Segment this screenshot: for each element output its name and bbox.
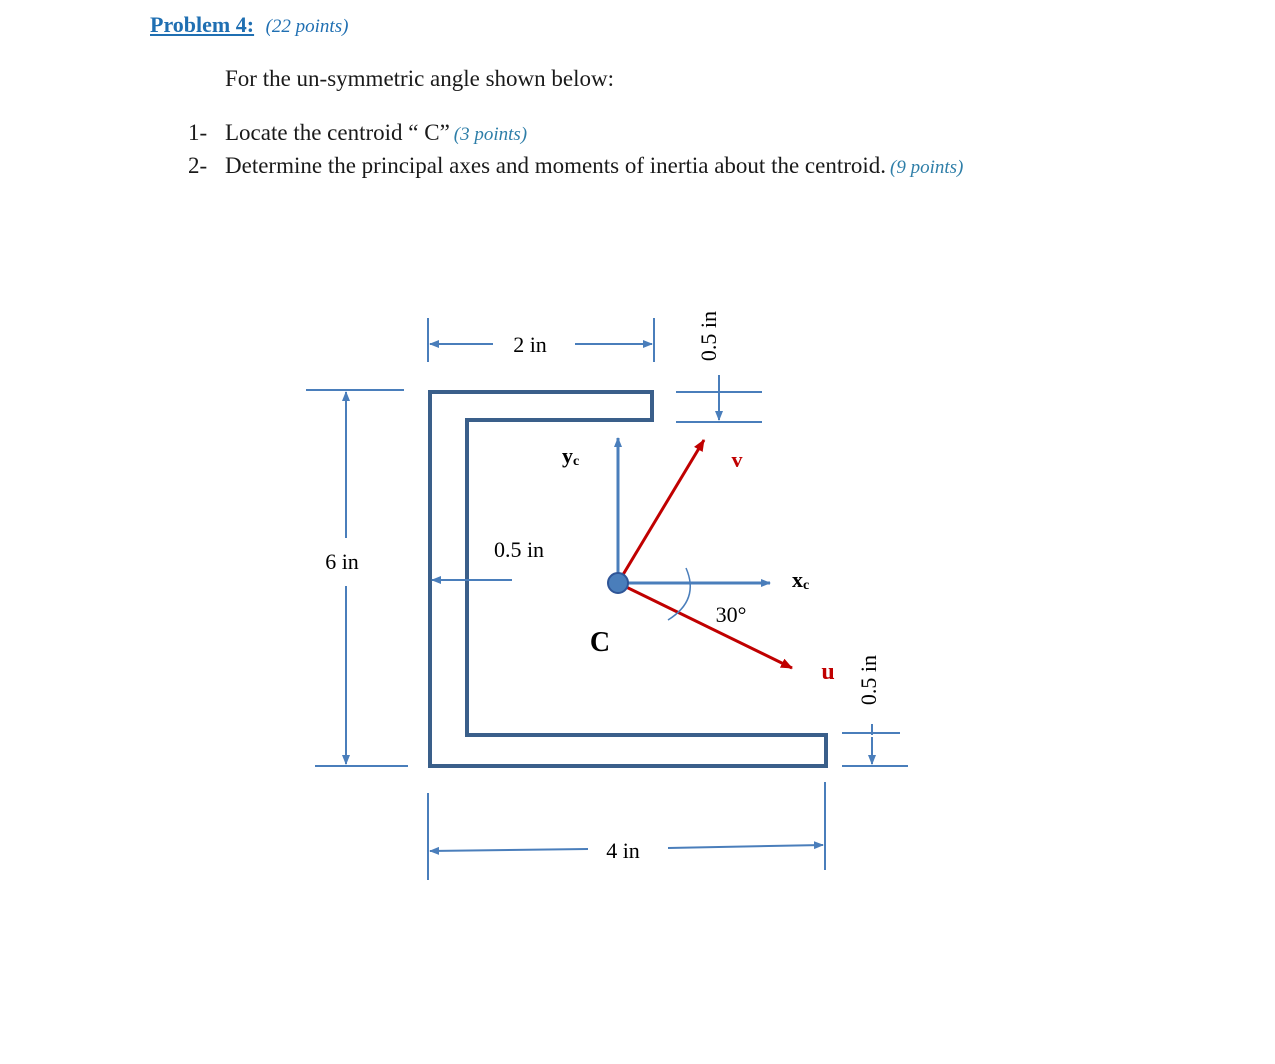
dimension-bottom-width [428, 782, 825, 880]
task-number: 2- [188, 153, 208, 178]
dim-top-width-label: 2 in [513, 332, 547, 357]
problem-points: (22 points) [265, 16, 349, 37]
principal-axes [618, 440, 792, 668]
problem-intro: For the un-symmetric angle shown below: [225, 66, 615, 91]
task-points: (3 points) [453, 124, 528, 145]
axis-xc-label: xc [792, 567, 810, 593]
axis-v-label: v [731, 447, 743, 472]
dim-bottom-width-label: 4 in [606, 838, 640, 863]
dim-bottom-thickness-label: 0.5 in [856, 654, 881, 706]
centroid-point [608, 573, 628, 593]
centroid-label: C [589, 627, 611, 658]
angle-arc [668, 568, 690, 620]
dimension-top-thickness [676, 375, 762, 422]
task-points: (9 points) [890, 157, 964, 178]
dimension-bottom-thickness [842, 724, 908, 766]
dim-height-label: 6 in [325, 549, 359, 574]
dim-web-thickness-label: 0.5 in [493, 537, 545, 562]
problem-title: Problem 4: [150, 12, 255, 37]
task-text: Determine the principal axes and moments of inertia about the centroid. (9 points) [225, 153, 964, 178]
angle-label: 30° [715, 602, 747, 627]
axis-yc-label: yc [562, 443, 580, 469]
task-text: Locate the centroid “ C” (3 points) [225, 120, 528, 145]
task-number: 1- [188, 120, 208, 145]
centroidal-axes [618, 438, 770, 583]
axis-u-label: u [821, 659, 835, 685]
dim-top-thickness-label: 0.5 in [696, 310, 721, 362]
dimension-height [306, 390, 408, 766]
